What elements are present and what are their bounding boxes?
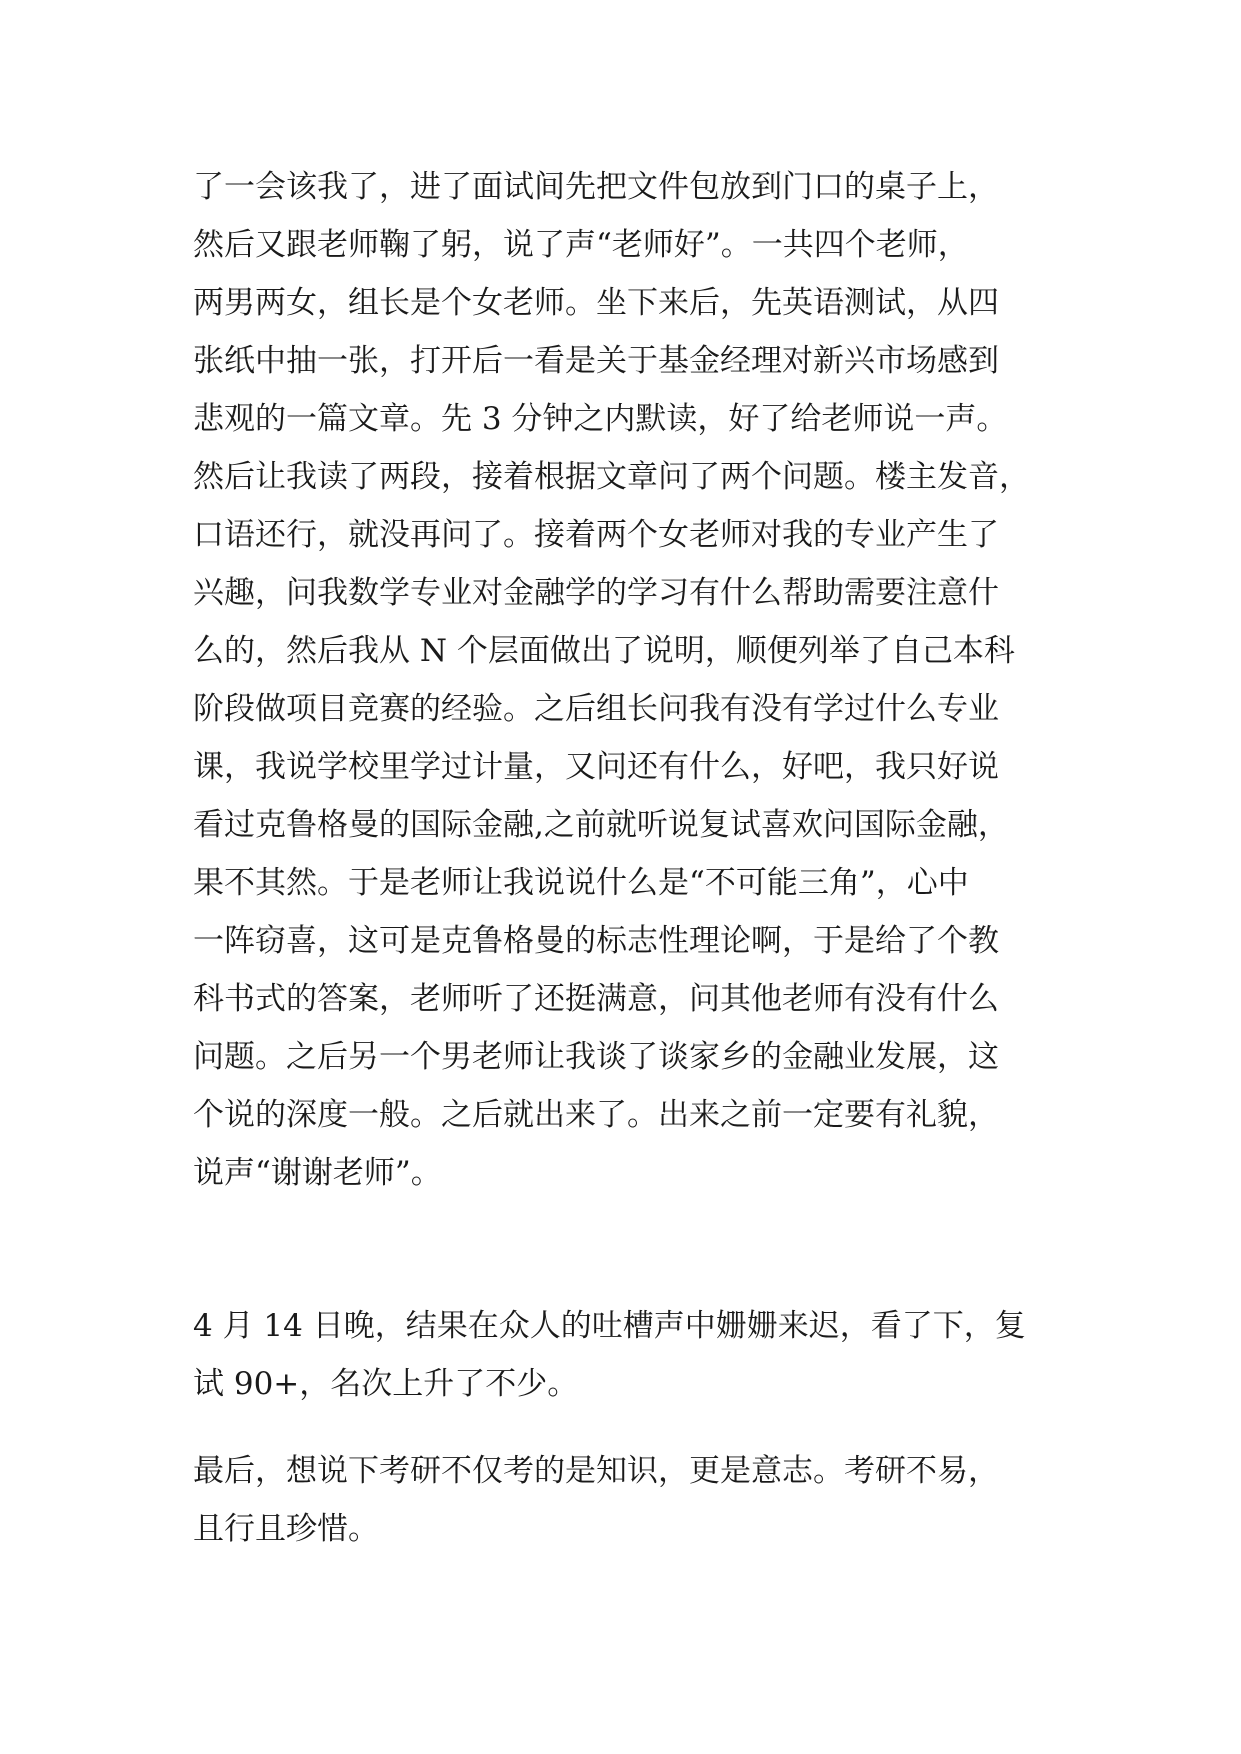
- text-line: 最后，想说下考研不仅考的是知识，更是意志。考研不易，: [193, 1453, 999, 1489]
- text-line: 科书式的答案，老师听了还挺满意，问其他老师有没有什么: [193, 981, 999, 1017]
- text-line: 说声“谢谢老师”。: [193, 1155, 442, 1191]
- text-line: 张纸中抽一张，打开后一看是关于基金经理对新兴市场感到: [193, 343, 999, 379]
- text-line: 且行且珍惜。: [193, 1511, 379, 1547]
- text-line: 么的，然后我从 N 个层面做出了说明，顺便列举了自己本科: [193, 633, 1015, 669]
- text-line: 口语还行，就没再问了。接着两个女老师对我的专业产生了: [193, 517, 999, 553]
- text-line: 了一会该我了，进了面试间先把文件包放到门口的桌子上，: [193, 169, 999, 205]
- text-line: 个说的深度一般。之后就出来了。出来之前一定要有礼貌，: [193, 1097, 999, 1133]
- text-line: 课，我说学校里学过计量，又问还有什么，好吧，我只好说: [193, 749, 999, 785]
- text-line: 悲观的一篇文章。先 3 分钟之内默读，好了给老师说一声。: [193, 401, 1008, 437]
- text-line: 然后又跟老师鞠了躬，说了声“老师好”。一共四个老师，: [193, 227, 969, 263]
- text-line: 试 90+，名次上升了不少。: [193, 1366, 579, 1402]
- text-line: 两男两女，组长是个女老师。坐下来后，先英语测试，从四: [193, 285, 999, 321]
- text-line: 果不其然。于是老师让我说说什么是“不可能三角”，心中: [193, 865, 969, 901]
- text-line: 一阵窃喜，这可是克鲁格曼的标志性理论啊，于是给了个教: [193, 923, 999, 959]
- paragraph-conclusion: [193, 1442, 1063, 1558]
- paragraph-interview: [193, 158, 1063, 1202]
- text-line: 阶段做项目竞赛的经验。之后组长问我有没有学过什么专业: [193, 691, 999, 727]
- text-line: 问题。之后另一个男老师让我谈了谈家乡的金融业发展，这: [193, 1039, 999, 1075]
- text-line: 看过克鲁格曼的国际金融,之前就听说复试喜欢问国际金融，: [193, 807, 1009, 843]
- paragraph-result: [193, 1297, 1063, 1413]
- text-line: 兴趣，问我数学专业对金融学的学习有什么帮助需要注意什: [193, 575, 999, 611]
- text-line: 然后让我读了两段，接着根据文章问了两个问题。楼主发音，: [193, 459, 1030, 495]
- text-line: 4 月 14 日晚，结果在众人的吐槽声中姗姗来迟，看了下，复: [193, 1308, 1026, 1344]
